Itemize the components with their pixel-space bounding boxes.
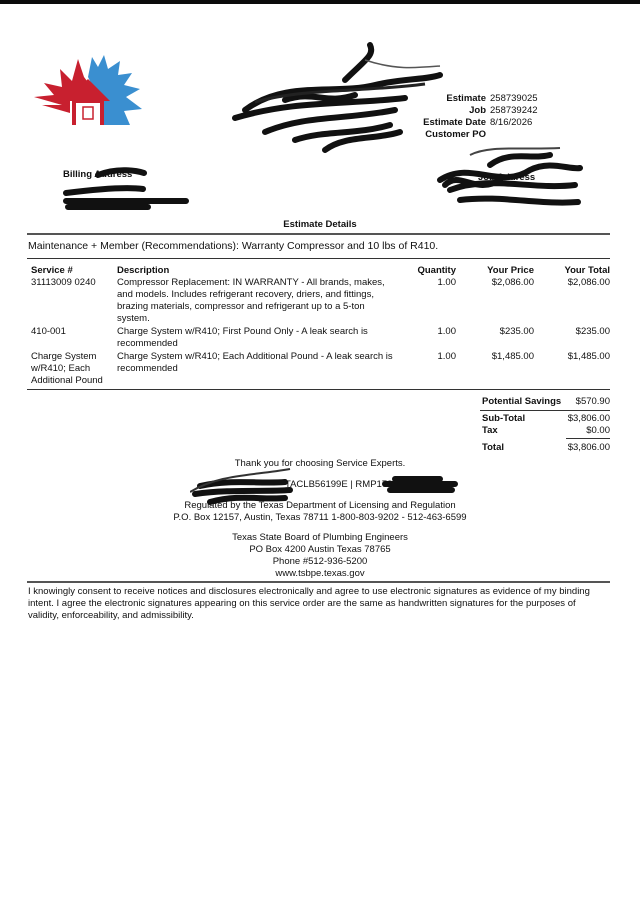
row-total: $1,485.00 — [567, 351, 610, 362]
potential-savings-label: Potential Savings — [482, 396, 562, 407]
top-dark-bar — [0, 0, 640, 4]
license-line: TACLB56199E | RMP17865 — [285, 479, 403, 490]
tax-value: $0.00 — [586, 425, 610, 436]
col-header-description: Description — [117, 265, 170, 276]
divider-savings — [480, 410, 610, 411]
row-description: Compressor Replacement: IN WARRANTY - All brands, makes, and models. Includes refrigerant recovery, driers, and fittings, brazing materials, compressor and refrigerant up to a 5-ton system. — [117, 277, 385, 324]
row-total: $235.00 — [575, 326, 610, 337]
row-price: $2,086.00 — [491, 277, 534, 288]
row-service-number: Charge System w/R410; Each Additional Pound — [31, 351, 103, 386]
col-header-quantity: Quantity — [417, 265, 456, 276]
estimate-details-title: Estimate Details — [283, 219, 357, 230]
redaction-scribble-job-address — [430, 140, 590, 215]
divider-tax — [566, 438, 610, 439]
subtotal-value: $3,806.00 — [567, 413, 610, 424]
redaction-scribble-billing — [58, 163, 193, 213]
row-description: Charge System w/R410; Each Additional Pound - A leak search is recommended — [117, 351, 393, 374]
potential-savings-value: $570.90 — [575, 396, 610, 407]
row-quantity: 1.00 — [437, 351, 456, 362]
divider-top — [27, 233, 610, 235]
col-header-service: Service # — [31, 265, 73, 276]
job-number: 258739242 — [490, 105, 538, 116]
regulated-line: Regulated by the Texas Department of Licensing and Regulation — [184, 500, 456, 511]
row-service-number: 31113009 0240 — [31, 277, 96, 288]
row-quantity: 1.00 — [437, 277, 456, 288]
tax-label: Tax — [482, 425, 498, 436]
estimate-subtitle: Maintenance + Member (Recommendations): Warranty Compressor and 10 lbs of R410. — [28, 240, 439, 252]
thank-you-text: Thank you for choosing Service Experts. — [234, 458, 406, 469]
board-address: PO Box 4200 Austin Texas 78765 — [249, 544, 391, 555]
subtotal-label: Sub-Total — [482, 413, 526, 424]
po-box-line: P.O. Box 12157, Austin, Texas 78711 1-800-803-9202 - 512-463-6599 — [173, 512, 467, 523]
row-price: $235.00 — [499, 326, 534, 337]
row-service-number: 410-001 — [31, 326, 66, 337]
row-price: $1,485.00 — [491, 351, 534, 362]
row-description: Charge System w/R410; First Pound Only - A leak search is recommended — [117, 326, 368, 349]
board-phone: Phone #512-936-5200 — [272, 556, 368, 567]
divider-consent — [27, 581, 610, 583]
row-total: $2,086.00 — [567, 277, 610, 288]
billing-address-label: Billing Address — [63, 169, 133, 180]
customer-po-label: Customer PO — [425, 129, 486, 140]
total-value: $3,806.00 — [567, 442, 610, 453]
board-name: Texas State Board of Plumbing Engineers — [232, 532, 408, 543]
company-logo — [32, 55, 144, 127]
board-website: www.tsbpe.texas.gov — [275, 568, 365, 579]
col-header-total: Your Total — [564, 265, 610, 276]
estimate-label: Estimate — [446, 93, 486, 104]
col-header-price: Your Price — [487, 265, 534, 276]
total-label: Total — [482, 442, 504, 453]
divider-table-bottom — [27, 389, 610, 390]
estimate-number: 258739025 — [490, 93, 538, 104]
job-address-label: Job Address — [478, 172, 536, 183]
consent-text: I knowingly consent to receive notices and disclosures electronically and agree to use electronic signatures as evidence of my binding intent. I agree the electronic signatures appearing on this service order are the same as handwritten signatures for the purposes of validity, enforceability, and admissibility. — [28, 586, 590, 621]
job-label: Job — [469, 105, 486, 116]
divider-subtitle — [27, 258, 610, 259]
estimate-date-label: Estimate Date — [423, 117, 486, 128]
estimate-date: 8/16/2026 — [490, 117, 533, 128]
row-quantity: 1.00 — [437, 326, 456, 337]
